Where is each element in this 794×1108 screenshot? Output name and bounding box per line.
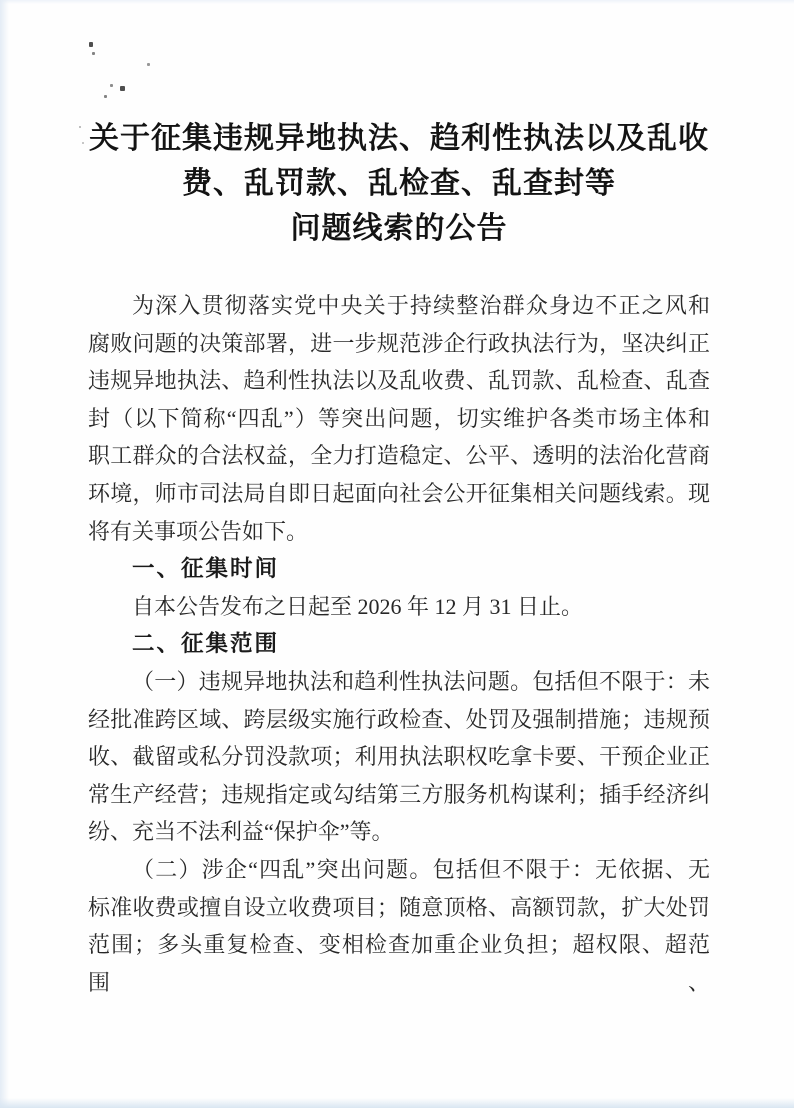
notice-title-line-3: 问题线索的公告 bbox=[290, 212, 508, 245]
intro-line-3: 违规异地执法、趋利性执法以及乱收费、乱罚款、乱检查、乱查 bbox=[88, 368, 710, 394]
section-2-item-2-line-3: 范围；多头重复检查、变相检查加重企业负担；超权限、超范围、 bbox=[88, 932, 710, 995]
scan-speck bbox=[89, 42, 93, 47]
scan-speck bbox=[110, 84, 113, 87]
section-2-item-2-line-1: （二）涉企“四乱”突出问题。包括但不限于：无依据、无 bbox=[132, 856, 710, 882]
intro-line-5: 职工群众的合法权益，全力打造稳定、公平、透明的法治化营商 bbox=[88, 443, 710, 469]
scan-edge-top bbox=[0, 0, 794, 4]
section-2-heading: 二、征集范围 bbox=[132, 631, 280, 657]
section-1-line-1: 自本公告发布之日起至 2026 年 12 月 31 日止。 bbox=[132, 593, 584, 619]
scan-edge-bottom bbox=[0, 1098, 794, 1108]
notice-title-line-1: 关于征集违规异地执法、趋利性执法以及乱收 bbox=[89, 122, 709, 155]
scan-speck bbox=[104, 95, 107, 98]
scan-speck bbox=[92, 52, 95, 55]
notice-title bbox=[88, 116, 710, 251]
scan-edge-left bbox=[0, 0, 9, 1108]
section-2-item-1-line-3: 收、截留或私分罚没款项；利用执法职权吃拿卡要、干预企业正 bbox=[88, 744, 710, 770]
scan-speck bbox=[120, 86, 125, 91]
section-2-item-1-line-4: 常生产经营；违规指定或勾结第三方服务机构谋利；插手经济纠 bbox=[88, 781, 710, 807]
document-content bbox=[88, 116, 710, 1001]
section-2-item-2-line-2: 标准收费或擅自设立收费项目；随意顶格、高额罚款，扩大处罚 bbox=[88, 894, 710, 920]
notice-body bbox=[88, 287, 710, 1001]
section-1-heading: 一、征集时间 bbox=[132, 556, 280, 582]
notice-title-line-2: 费、乱罚款、乱检查、乱查封等 bbox=[182, 167, 616, 200]
section-2-item-1-line-5: 纷、充当不法利益“保护伞”等。 bbox=[88, 819, 394, 845]
section-2-item-1-line-1: （一）违规异地执法和趋利性执法问题。包括但不限于：未 bbox=[132, 668, 710, 694]
intro-line-1: 为深入贯彻落实党中央关于持续整治群众身边不正之风和 bbox=[132, 293, 710, 318]
intro-line-2: 腐败问题的决策部署，进一步规范涉企行政执法行为，坚决纠正 bbox=[88, 330, 710, 356]
scan-speck bbox=[79, 126, 81, 128]
scan-speck bbox=[147, 63, 150, 66]
intro-line-4: 封（以下简称“四乱”）等突出问题，切实维护各类市场主体和 bbox=[88, 405, 711, 431]
section-2-item-1-line-2: 经批准跨区域、跨层级实施行政检查、处罚及强制措施；违规预 bbox=[88, 706, 710, 732]
intro-line-7: 将有关事项公告如下。 bbox=[88, 518, 309, 544]
scan-speck bbox=[82, 142, 84, 144]
intro-line-6: 环境，师市司法局自即日起面向社会公开征集相关问题线索。现 bbox=[88, 480, 710, 506]
